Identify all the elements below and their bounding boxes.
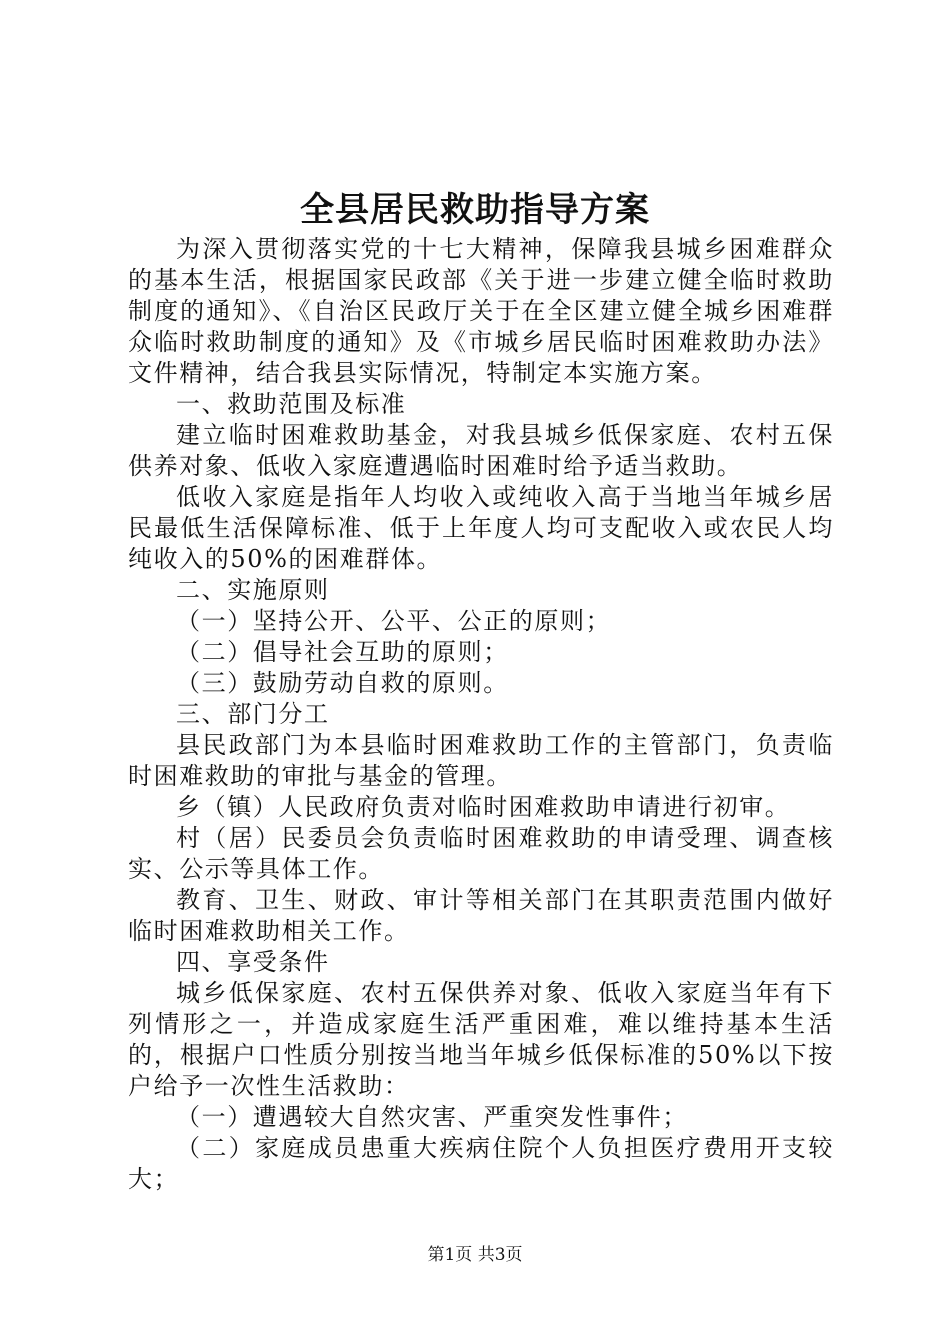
paragraph: 县民政部门为本县临时困难救助工作的主管部门，负责临时困难救助的审批与基金的管理。	[128, 731, 834, 790]
list-item: （一）坚持公开、公平、公正的原则；	[176, 607, 612, 635]
section-heading-1: 一、救助范围及标准	[176, 390, 407, 418]
section-heading-4: 四、享受条件	[176, 948, 330, 976]
page-number: 第1页 共3页	[427, 1245, 523, 1265]
paragraph: 村（居）民委员会负责临时困难救助的申请受理、调查核实、公示等具体工作。	[128, 824, 834, 883]
paragraph: 教育、卫生、财政、审计等相关部门在其职责范围内做好临时困难救助相关工作。	[128, 886, 834, 945]
section-heading-2: 二、实施原则	[176, 576, 330, 604]
paragraph: 城乡低保家庭、农村五保供养对象、低收入家庭当年有下列情形之一，并造成家庭生活严重困难，难以维持基本生活的，根据户口性质分别按当地当年城乡低保标准的50%以下按户给予一次性生活救助：	[128, 979, 834, 1100]
list-item: （一）遭遇较大自然灾害、严重突发性事件；	[176, 1103, 688, 1131]
document-title: 全县居民救助指导方案	[300, 190, 650, 230]
list-item: （二）倡导社会互助的原则；	[176, 638, 509, 666]
paragraph: 低收入家庭是指年人均收入或纯收入高于当地当年城乡居民最低生活保障标准、低于上年度人均可支配收入或农民人均纯收入的50%的困难群体。	[128, 483, 834, 573]
document-body	[128, 234, 834, 1195]
paragraph-intro: 为深入贯彻落实党的十七大精神，保障我县城乡困难群众的基本生活，根据国家民政部《关于进一步建立健全临时救助制度的通知》、《自治区民政厅关于在全区建立健全城乡困难群众临时救助制度的通知》及《市城乡居民临时困难救助办法》文件精神，结合我县实际情况，特制定本实施方案。	[128, 235, 834, 387]
list-item: （二）家庭成员患重大疾病住院个人负担医疗费用开支较大；	[128, 1134, 834, 1193]
paragraph: 建立临时困难救助基金，对我县城乡低保家庭、农村五保供养对象、低收入家庭遭遇临时困难时给予适当救助。	[128, 421, 834, 480]
paragraph: 乡（镇）人民政府负责对临时困难救助申请进行初审。	[176, 793, 791, 821]
section-heading-3: 三、部门分工	[176, 700, 330, 728]
list-item: （三）鼓励劳动自救的原则。	[176, 669, 509, 697]
